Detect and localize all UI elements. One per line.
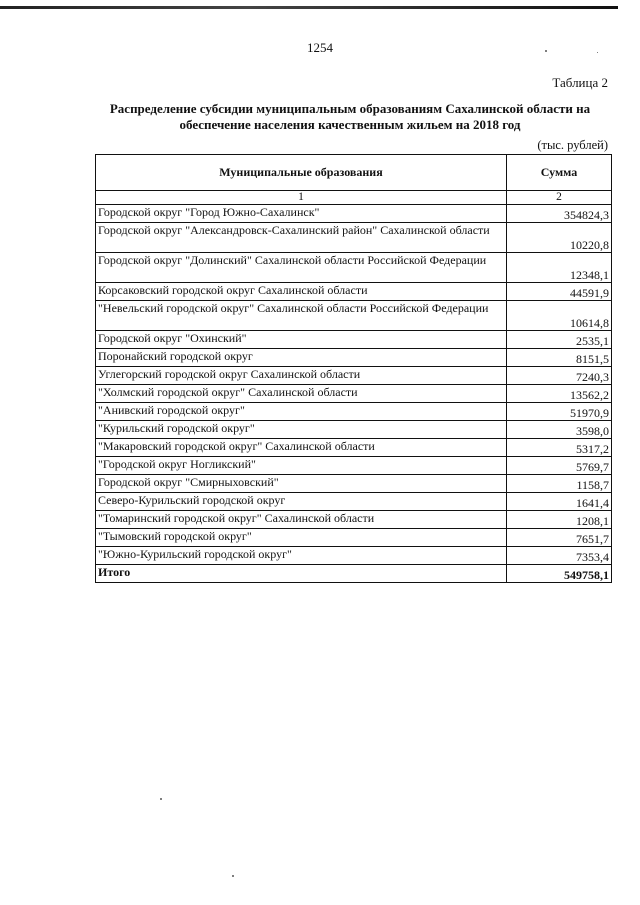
table-row bbox=[96, 439, 612, 457]
scan-edge-bar bbox=[0, 6, 618, 9]
subsidy-sum: 5769,7 bbox=[506, 457, 611, 475]
page-number: 1254 bbox=[307, 40, 333, 55]
municipality-name: "Макаровский городской округ" Сахалинской области bbox=[96, 439, 507, 457]
table-row bbox=[96, 475, 612, 493]
municipality-name: "Холмский городской округ" Сахалинской области bbox=[96, 385, 507, 403]
municipality-name: Поронайский городской округ bbox=[96, 349, 507, 367]
table-row bbox=[96, 205, 612, 223]
scan-speck bbox=[597, 52, 598, 53]
municipality-name: "Тымовский городской округ" bbox=[96, 529, 507, 547]
subsidy-sum: 1158,7 bbox=[506, 475, 611, 493]
title-line-1: Распределение субсидии муниципальным образованиям Сахалинской области на bbox=[109, 101, 591, 116]
municipality-name: Городской округ "Охинский" bbox=[96, 331, 507, 349]
subsidy-sum: 3598,0 bbox=[506, 421, 611, 439]
total-sum: 549758,1 bbox=[506, 565, 611, 583]
scan-speck bbox=[232, 875, 234, 877]
column-number-1: 1 bbox=[96, 191, 507, 205]
municipality-name: "Невельский городской округ" Сахалинской области Российской Федерации bbox=[96, 301, 507, 331]
municipality-name: Городской округ "Долинский" Сахалинской области Российской Федерации bbox=[96, 253, 507, 283]
municipality-name: Городской округ "Александровск-Сахалинский район" Сахалинской области bbox=[96, 223, 507, 253]
subsidy-sum: 7353,4 bbox=[506, 547, 611, 565]
title-line-2: обеспечение населения качественным жильем на 2018 год bbox=[179, 117, 521, 132]
subsidy-sum: 2535,1 bbox=[506, 331, 611, 349]
subsidy-sum: 7651,7 bbox=[506, 529, 611, 547]
municipality-name: Северо-Курильский городской округ bbox=[96, 493, 507, 511]
municipality-name: "Южно-Курильский городской округ" bbox=[96, 547, 507, 565]
table-row bbox=[96, 421, 612, 439]
column-number-2: 2 bbox=[506, 191, 611, 205]
units-label: (тыс. рублей) bbox=[537, 138, 608, 152]
scan-speck bbox=[545, 50, 547, 52]
subsidy-sum: 10220,8 bbox=[506, 223, 611, 253]
municipality-name: Корсаковский городской округ Сахалинской области bbox=[96, 283, 507, 301]
subsidy-sum: 7240,3 bbox=[506, 367, 611, 385]
municipality-name: Городской округ "Смирныховский" bbox=[96, 475, 507, 493]
subsidy-sum: 354824,3 bbox=[506, 205, 611, 223]
table-row bbox=[96, 367, 612, 385]
total-label: Итого bbox=[96, 565, 507, 583]
municipality-name: "Курильский городской округ" bbox=[96, 421, 507, 439]
table-row bbox=[96, 529, 612, 547]
subsidy-sum: 44591,9 bbox=[506, 283, 611, 301]
municipality-name: Городской округ "Город Южно-Сахалинск" bbox=[96, 205, 507, 223]
subsidy-sum: 1641,4 bbox=[506, 493, 611, 511]
column-number-row bbox=[96, 191, 612, 205]
table-body bbox=[96, 205, 612, 583]
header-row bbox=[96, 155, 612, 191]
document-title bbox=[100, 101, 600, 133]
table-row bbox=[96, 547, 612, 565]
table-row bbox=[96, 223, 612, 253]
municipality-name: "Городской округ Ногликский" bbox=[96, 457, 507, 475]
municipality-name: "Анивский городской округ" bbox=[96, 403, 507, 421]
subsidy-sum: 51970,9 bbox=[506, 403, 611, 421]
header-municipalities: Муниципальные образования bbox=[96, 155, 507, 191]
table-row bbox=[96, 331, 612, 349]
subsidy-table bbox=[95, 154, 612, 583]
table-row bbox=[96, 493, 612, 511]
subsidy-sum: 10614,8 bbox=[506, 301, 611, 331]
header-sum: Сумма bbox=[506, 155, 611, 191]
table-label: Таблица 2 bbox=[552, 75, 608, 90]
municipality-name: "Томаринский городской округ" Сахалинской области bbox=[96, 511, 507, 529]
table-row bbox=[96, 349, 612, 367]
table-row bbox=[96, 253, 612, 283]
subsidy-sum: 12348,1 bbox=[506, 253, 611, 283]
table-row bbox=[96, 385, 612, 403]
subsidy-sum: 1208,1 bbox=[506, 511, 611, 529]
subsidy-sum: 8151,5 bbox=[506, 349, 611, 367]
table-row bbox=[96, 283, 612, 301]
table-row bbox=[96, 511, 612, 529]
table-row bbox=[96, 301, 612, 331]
municipality-name: Углегорский городской округ Сахалинской области bbox=[96, 367, 507, 385]
scan-speck bbox=[160, 798, 162, 800]
subsidy-sum: 13562,2 bbox=[506, 385, 611, 403]
total-row bbox=[96, 565, 612, 583]
table-row bbox=[96, 403, 612, 421]
table-row bbox=[96, 457, 612, 475]
subsidy-sum: 5317,2 bbox=[506, 439, 611, 457]
